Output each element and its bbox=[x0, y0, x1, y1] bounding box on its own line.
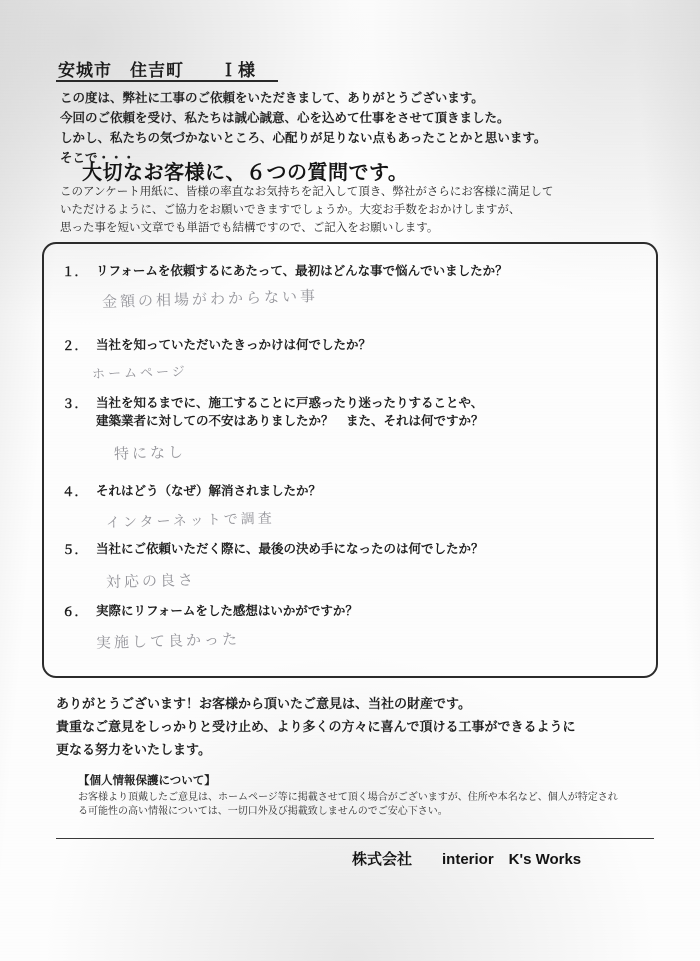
question-3-text-line-2: 建築業者に対しての不安はありましたか？ また、それは何ですか？ bbox=[96, 414, 484, 428]
question-4-answer: インターネットで調査 bbox=[105, 510, 275, 532]
question-3-answer: 特になし bbox=[113, 442, 187, 464]
intro-line-1: この度は、弊社に工事のご依頼をいただきまして、ありがとうございます。 bbox=[60, 91, 484, 105]
privacy-notice bbox=[78, 772, 618, 819]
page-title: 大切なお客様に、６つの質問です。 bbox=[82, 162, 409, 184]
question-6-text: 実際にリフォームをした感想はいかがですか？ bbox=[96, 604, 358, 618]
addressee-underline bbox=[56, 80, 278, 82]
instructions-line-3: 思った事を短い文章でも単語でも結構ですので、ご記入をお願いします。 bbox=[60, 222, 439, 234]
question-5-answer: 対応の良さ bbox=[105, 570, 197, 592]
question-1-number: １． bbox=[62, 265, 88, 279]
question-2-number: ２． bbox=[62, 339, 88, 353]
intro-line-2: 今回のご依頼を受け、私たちは誠心誠意、心を込めて仕事をさせて頂きました。 bbox=[60, 111, 510, 125]
question-3-number: ３． bbox=[62, 397, 88, 411]
thanks-line-2: 貴重なご意見をしっかりと受け止め、より多くの方々に喜んで頂ける工事ができるように bbox=[56, 719, 576, 734]
privacy-notice-body: お客様より頂戴したご意見は、ホームページ等に掲載させて頂く場合がございますが、住所や本名など、個人が特定される可能性の高い情報については、一切口外及び掲載致しませんのでご安心下さい。 bbox=[78, 792, 618, 817]
question-4-number: ４． bbox=[62, 485, 88, 499]
question-1-text: リフォームを依頼するにあたって、最初はどんな事で悩んでいましたか？ bbox=[96, 264, 508, 278]
intro-line-4: そこで・・・ bbox=[60, 151, 136, 165]
addressee-line: 安城市 住吉町 Ｉ様 bbox=[58, 61, 256, 80]
thanks-line-3: 更なる努力をいたします。 bbox=[56, 742, 211, 757]
thanks-paragraph bbox=[56, 694, 656, 763]
question-1-answer: 金額の相場がわからない事 bbox=[101, 286, 319, 312]
question-5-text: 当社にご依頼いただく際に、最後の決め手になったのは何でしたか？ bbox=[96, 542, 484, 556]
questions-box bbox=[42, 242, 658, 678]
question-3-text-line-1: 当社を知るまでに、施工することに戸惑ったり迷ったりすることや、 bbox=[96, 396, 484, 410]
question-6-answer: 実施して良かった bbox=[95, 629, 241, 653]
question-6-number: ６． bbox=[62, 605, 88, 619]
question-2-text: 当社を知っていただいたきっかけは何でしたか？ bbox=[96, 338, 372, 352]
instructions-line-1: このアンケート用紙に、皆様の率直なお気持ちを記入して頂き、弊社がさらにお客様に満足して bbox=[60, 186, 554, 198]
intro-line-3: しかし、私たちの気づかないところ、心配りが足りない点もあったことかと思います。 bbox=[60, 131, 547, 145]
thanks-line-1: ありがとうございます！お客様から頂いたご意見は、当社の財産です。 bbox=[56, 696, 471, 711]
question-4-text: それはどう（なぜ）解消されましたか？ bbox=[96, 484, 322, 498]
footer-divider bbox=[56, 838, 654, 839]
company-name: 株式会社 interior K's Works bbox=[352, 851, 582, 868]
question-5-number: ５． bbox=[62, 543, 88, 557]
instructions-line-2: いただけるように、ご協力をお願いできますでしょうか。大変お手数をおかけしますが、 bbox=[60, 204, 521, 216]
instructions-paragraph bbox=[60, 184, 660, 238]
question-2-answer: ホームページ bbox=[91, 364, 188, 383]
privacy-notice-title: 【個人情報保護について】 bbox=[78, 775, 216, 787]
